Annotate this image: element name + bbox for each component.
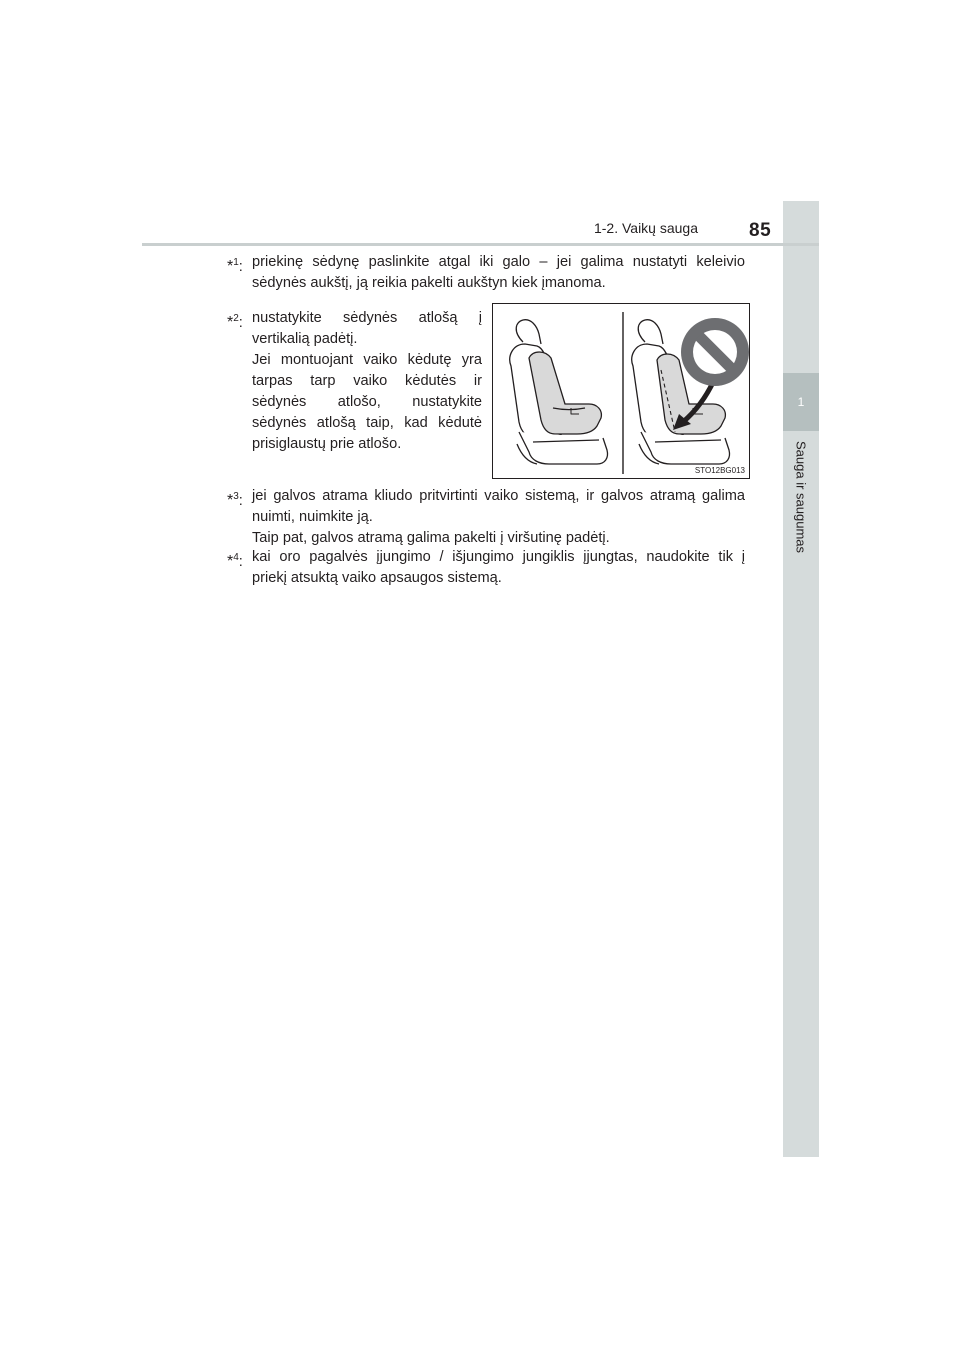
chapter-number: 1	[783, 373, 819, 431]
note-line: priekį atsuktą vaiko apsaugos sistemą.	[252, 570, 502, 586]
seat-illustration-svg	[493, 304, 749, 478]
header-rule	[142, 243, 819, 246]
note-line: tarpas tarp vaiko kėdutės ir	[252, 373, 482, 389]
note-line: kai oro pagalvės įjungimo / išjungimo jungiklis įjungtas, naudokite tik į	[252, 549, 745, 565]
note-marker: *$^4$:	[227, 552, 243, 570]
note-line: Taip pat, galvos atramą galima pakelti į viršutinę padėtį.	[252, 530, 610, 546]
child-seat-illustration	[492, 303, 750, 479]
note-line: sėdynės atlošą taip, kad kėdutė	[252, 415, 482, 431]
prohibition-icon	[681, 318, 749, 386]
note-marker: *$^1$:	[227, 257, 243, 275]
note-3	[227, 486, 745, 549]
note-marker: *$^2$:	[227, 313, 243, 331]
note-line: nuimti, nuimkite ją.	[252, 509, 373, 525]
note-line: sėdynės aukštį, ją reikia pakelti aukštyn kiek įmanoma.	[252, 275, 606, 291]
seat-with-child-seat-correct	[510, 320, 608, 464]
note-2	[227, 308, 485, 458]
note-4	[227, 547, 745, 589]
note-line: jei galvos atrama kliudo pritvirtinti vaiko sistemą, ir galvos atramą galima	[252, 488, 745, 504]
note-line: priekinę sėdynę paslinkite atgal iki galo – jei galima nustatyti keleivio	[252, 254, 745, 270]
note-line: Jei montuojant vaiko kėdutę yra	[252, 352, 482, 368]
note-marker: *$^3$:	[227, 491, 243, 509]
section-title: 1-2. Vaikų sauga	[593, 220, 698, 236]
figure-code: STO12BG013	[694, 466, 745, 475]
chapter-side-tab	[783, 201, 819, 1157]
note-1	[227, 252, 745, 294]
page-number: 85	[749, 220, 772, 241]
note-line: sėdynės atlošo, nustatykite	[252, 394, 482, 410]
note-line: vertikalią padėtį.	[252, 331, 358, 347]
chapter-title: Sauga ir saugumas	[793, 441, 809, 554]
note-line: prisiglaustų prie atlošo.	[252, 436, 402, 452]
note-line: nustatykite sėdynės atlošą į	[252, 310, 482, 326]
